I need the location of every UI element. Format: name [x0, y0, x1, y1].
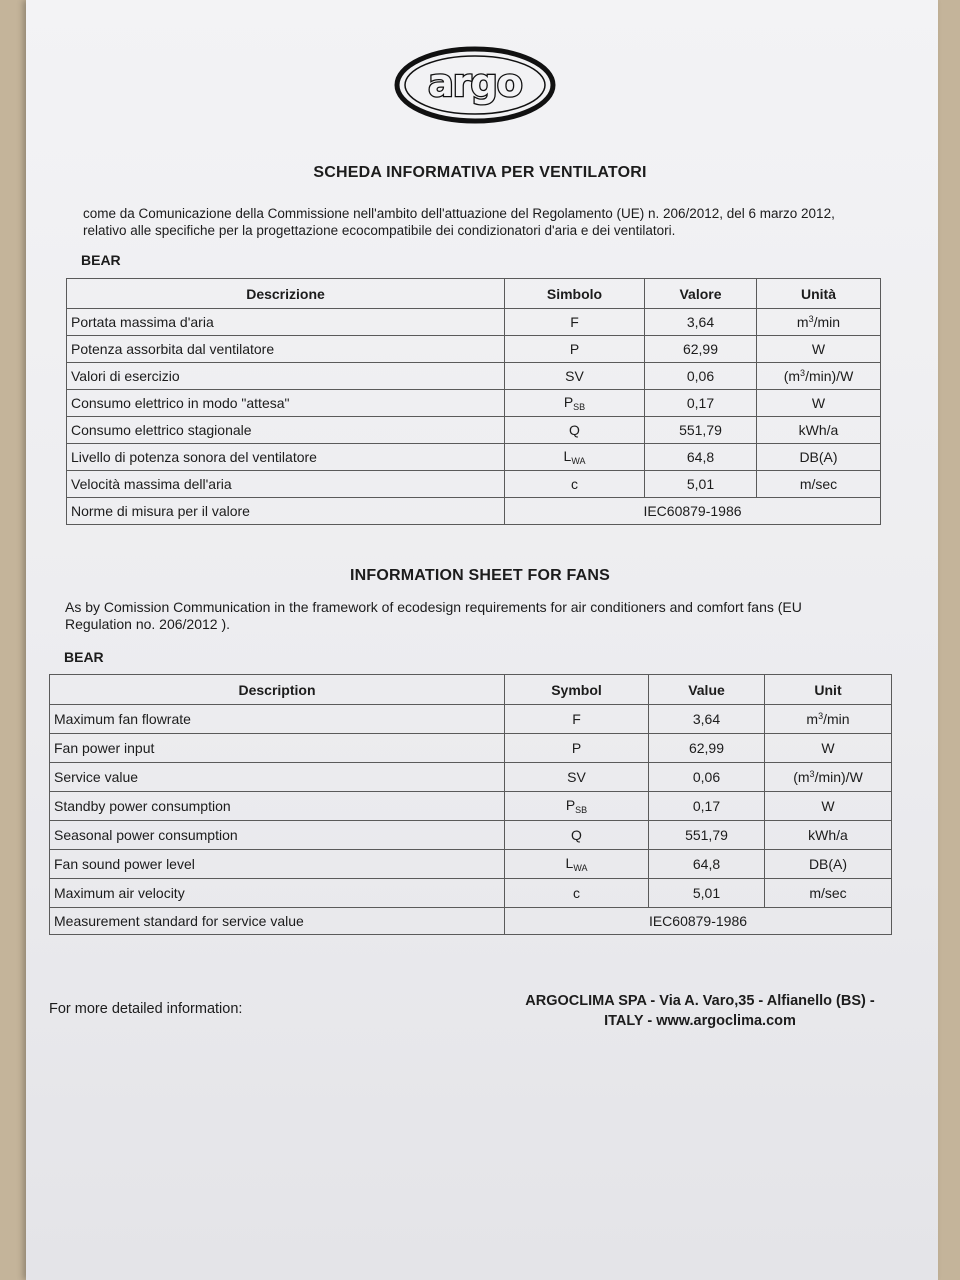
symbol-main: P [565, 797, 576, 813]
unit-text: kWh/a [798, 422, 839, 438]
unit-text: DB(A) [808, 856, 848, 872]
unit-superscript: 3 [809, 769, 815, 779]
symbol-main: L [563, 448, 572, 464]
unit-text-suffix: /min [813, 314, 841, 330]
unit-text-suffix: /min)/W [805, 368, 854, 384]
symbol-main: F [572, 711, 581, 727]
english-unit-cell [765, 821, 892, 850]
unit-text-suffix: /min)/W [814, 769, 863, 785]
english-unit-cell [765, 734, 892, 763]
symbol-main: L [565, 855, 574, 871]
footer-more-info: For more detailed information: [49, 1001, 243, 1017]
english-symbol-cell [505, 821, 649, 850]
italian-row [67, 471, 881, 498]
unit-text: W [811, 395, 826, 411]
italian-header-description: Descrizione [67, 279, 505, 309]
english-header-description: Description [50, 675, 505, 705]
symbol-main: P [563, 394, 574, 410]
italian-description-cell: Consumo elettrico in modo "attesa" [67, 390, 505, 417]
italian-row [67, 390, 881, 417]
italian-unit-cell [757, 309, 881, 336]
english-header-unit: Unit [765, 675, 892, 705]
italian-unit-cell [757, 444, 881, 471]
english-intro [65, 599, 802, 633]
italian-model-name: BEAR [81, 252, 121, 268]
italian-standard-value: IEC60879-1986 [505, 498, 881, 525]
italian-unit-cell [757, 363, 881, 390]
english-row [50, 821, 892, 850]
italian-spec-table [66, 278, 881, 525]
italian-unit-cell [757, 471, 881, 498]
italian-symbol-cell [505, 417, 645, 444]
english-intro-line-1: As by Comission Communication in the framework of ecodesign requirements for air conditioners and comfort fans (EU [65, 599, 802, 615]
symbol-main: c [573, 885, 580, 901]
paper-sheet [26, 0, 938, 1280]
symbol-main: SV [565, 368, 584, 384]
symbol-main: F [570, 314, 579, 330]
italian-row [67, 444, 881, 471]
english-value-cell: 62,99 [649, 734, 765, 763]
footer-company-line-1: ARGOCLIMA SPA - Via A. Varo,35 - Alfianello (BS) - [525, 993, 875, 1009]
italian-standard-row [67, 498, 881, 525]
english-value-cell: 3,64 [649, 705, 765, 734]
italian-row [67, 363, 881, 390]
english-row [50, 850, 892, 879]
unit-text: m/sec [809, 885, 847, 901]
italian-symbol-cell [505, 390, 645, 417]
italian-intro-line-2: relativo alle specifiche per la progettazione ecocompatibile dei condizionatori d'aria e dei ventilatori. [83, 223, 676, 238]
english-unit-cell [765, 763, 892, 792]
unit-text: W [811, 341, 826, 357]
english-header-symbol: Symbol [505, 675, 649, 705]
english-symbol-cell [505, 763, 649, 792]
english-standard-row [50, 908, 892, 935]
english-description-cell: Maximum fan flowrate [50, 705, 505, 734]
english-description-cell: Service value [50, 763, 505, 792]
symbol-main: SV [567, 769, 586, 785]
unit-text: (m [793, 769, 810, 785]
english-symbol-cell [505, 850, 649, 879]
english-description-cell: Seasonal power consumption [50, 821, 505, 850]
italian-value-cell: 551,79 [645, 417, 757, 444]
english-symbol-cell [505, 705, 649, 734]
english-unit-cell [765, 850, 892, 879]
italian-intro [83, 205, 835, 239]
english-value-cell: 5,01 [649, 879, 765, 908]
english-spec-table [49, 674, 892, 935]
unit-text-suffix: /min [823, 711, 850, 727]
argo-logo [394, 44, 556, 126]
english-standard-value: IEC60879-1986 [505, 908, 892, 935]
english-intro-line-2: Regulation no. 206/2012 ). [65, 616, 231, 632]
english-value-cell: 0,06 [649, 763, 765, 792]
italian-description-cell: Potenza assorbita dal ventilatore [67, 336, 505, 363]
italian-row [67, 417, 881, 444]
italian-unit-cell [757, 336, 881, 363]
unit-text: m [796, 314, 809, 330]
english-row [50, 763, 892, 792]
italian-row [67, 336, 881, 363]
english-unit-cell [765, 879, 892, 908]
english-value-cell: 0,17 [649, 792, 765, 821]
italian-value-cell: 0,17 [645, 390, 757, 417]
italian-header-row [67, 279, 881, 309]
english-description-cell: Fan sound power level [50, 850, 505, 879]
english-symbol-cell [505, 792, 649, 821]
english-standard-label: Measurement standard for service value [50, 908, 505, 935]
italian-unit-cell [757, 417, 881, 444]
symbol-main: P [571, 740, 582, 756]
italian-symbol-cell [505, 309, 645, 336]
english-model-name: BEAR [64, 649, 104, 665]
footer-company-line-2: ITALY - www.argoclima.com [604, 1013, 796, 1029]
english-unit-cell [765, 705, 892, 734]
italian-row [67, 309, 881, 336]
italian-header-symbol: Simbolo [505, 279, 645, 309]
italian-unit-cell [757, 390, 881, 417]
footer-company-address [500, 991, 900, 1031]
italian-title: SCHEDA INFORMATIVA PER VENTILATORI [313, 164, 647, 181]
italian-value-cell: 64,8 [645, 444, 757, 471]
unit-superscript: 3 [808, 314, 814, 324]
symbol-subscript: WA [571, 456, 586, 466]
english-row [50, 705, 892, 734]
italian-description-cell: Velocità massima dell'aria [67, 471, 505, 498]
unit-text: DB(A) [799, 449, 838, 465]
unit-superscript: 3 [800, 368, 806, 378]
unit-text: W [821, 798, 835, 814]
english-value-cell: 551,79 [649, 821, 765, 850]
symbol-main: Q [569, 422, 580, 438]
english-header-value: Value [649, 675, 765, 705]
italian-value-cell: 5,01 [645, 471, 757, 498]
svg-text:argo: argo [428, 61, 522, 105]
english-row [50, 792, 892, 821]
italian-symbol-cell [505, 363, 645, 390]
italian-value-cell: 0,06 [645, 363, 757, 390]
italian-value-cell: 62,99 [645, 336, 757, 363]
english-title: INFORMATION SHEET FOR FANS [349, 567, 610, 584]
italian-description-cell: Portata massima d'aria [67, 309, 505, 336]
english-unit-cell [765, 792, 892, 821]
italian-symbol-cell [505, 336, 645, 363]
unit-text: m/sec [799, 476, 838, 492]
italian-intro-line-1: come da Comunicazione della Commissione nell'ambito dell'attuazione del Regolamento (UE) n. 206/2012, del 6 marzo 2012, [83, 206, 835, 221]
italian-symbol-cell [505, 471, 645, 498]
symbol-subscript: SB [575, 805, 588, 815]
english-symbol-cell [505, 734, 649, 763]
unit-text: W [821, 740, 835, 756]
italian-header-value: Valore [645, 279, 757, 309]
italian-symbol-cell [505, 444, 645, 471]
unit-text: kWh/a [808, 827, 848, 843]
english-row [50, 879, 892, 908]
italian-value-cell: 3,64 [645, 309, 757, 336]
symbol-subscript: SB [573, 402, 586, 412]
symbol-main: P [569, 341, 580, 357]
english-description-cell: Maximum air velocity [50, 879, 505, 908]
english-header-row [50, 675, 892, 705]
unit-superscript: 3 [818, 711, 824, 721]
unit-text: (m [783, 368, 801, 384]
italian-header-unit: Unità [757, 279, 881, 309]
english-description-cell: Standby power consumption [50, 792, 505, 821]
symbol-subscript: WA [573, 863, 588, 873]
italian-description-cell: Livello di potenza sonora del ventilatore [67, 444, 505, 471]
italian-description-cell: Valori di esercizio [67, 363, 505, 390]
english-description-cell: Fan power input [50, 734, 505, 763]
italian-standard-label: Norme di misura per il valore [67, 498, 505, 525]
symbol-main: c [571, 476, 578, 492]
symbol-main: Q [571, 827, 582, 843]
english-row [50, 734, 892, 763]
unit-text: m [806, 711, 819, 727]
english-value-cell: 64,8 [649, 850, 765, 879]
english-symbol-cell [505, 879, 649, 908]
italian-description-cell: Consumo elettrico stagionale [67, 417, 505, 444]
